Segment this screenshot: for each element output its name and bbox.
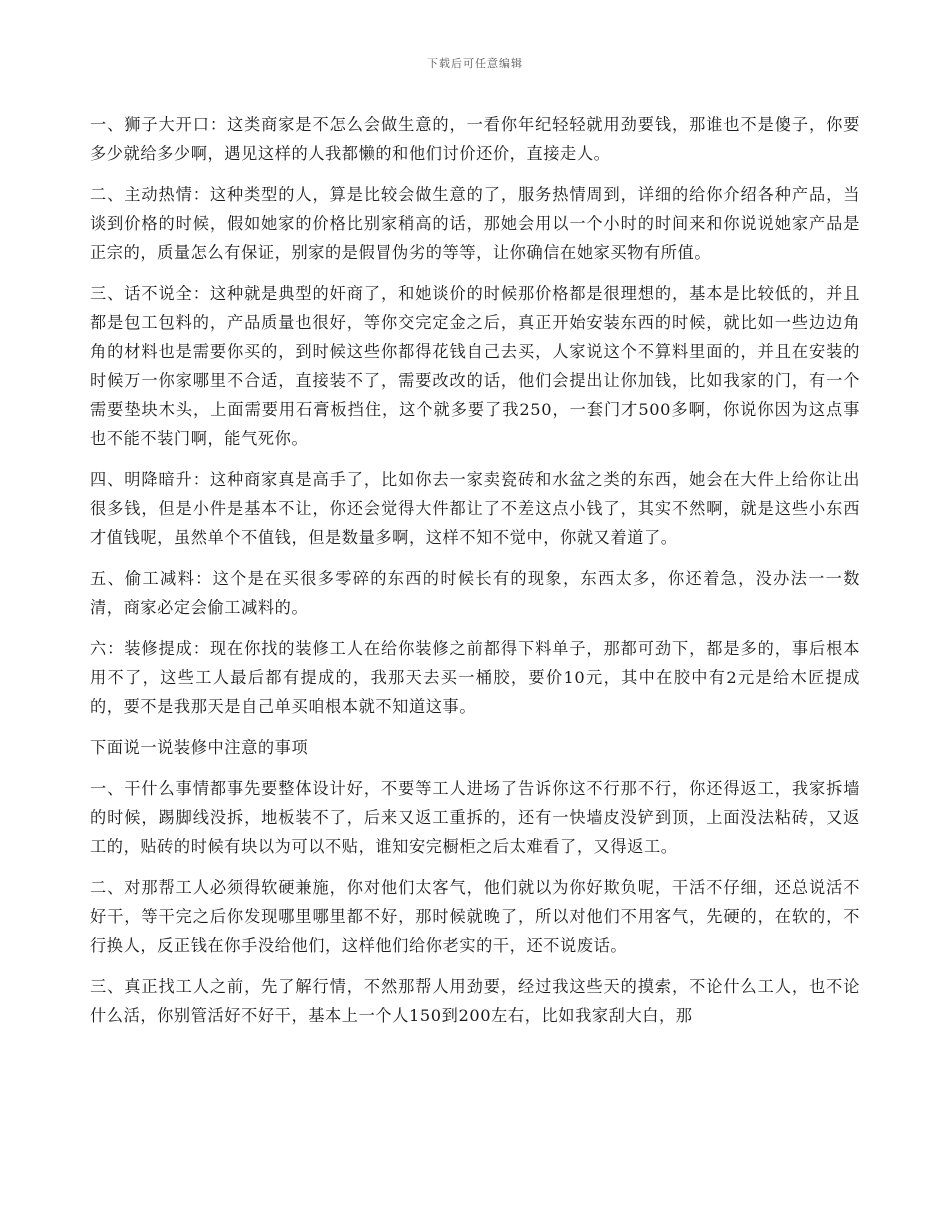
- paragraph: 五、偷工减料：这个是在买很多零碎的东西的时候长有的现象，东西太多，你还着急，没办法一一数清，商家必定会偷工减料的。: [90, 569, 860, 617]
- paragraph: 一、狮子大开口：这类商家是不怎么会做生意的，一看你年纪轻轻就用劲要钱，那谁也不是傻子，你要多少就给多少啊，遇见这样的人我都懒的和他们讨价还价，直接走人。: [90, 115, 860, 163]
- paragraph: 四、明降暗升：这种商家真是高手了，比如你去一家卖瓷砖和水盆之类的东西，她会在大件上给你让出很多钱，但是小件是基本不让，你还会觉得大件都让了不差这点小钱了，其实不然啊，就是这些小东西才值钱呢，虽然单个不值钱，但是数量多啊，这样不知不觉中，你就又着道了。: [90, 470, 860, 547]
- paragraph: 三、话不说全：这种就是典型的奸商了，和她谈价的时候那价格都是很理想的，基本是比较低的，并且都是包工包料的，产品质量也很好，等你交完定金之后，真正开始安装东西的时候，就比如一些边边角角的材料也是需要你买的，到时候这些你都得花钱自己去买，人家说这个不算料里面的，并且在安装的时候万一你家哪里不合适，直接装不了，需要改改的话，他们会提出让你加钱，比如我家的门，有一个需要垫块木头，上面需要用石膏板挡住，这个就多要了我250，一套门才500多啊，你说你因为这点事也不能不装门啊，能气死你。: [90, 284, 860, 448]
- paragraph: 二、对那帮工人必须得软硬兼施，你对他们太客气，他们就以为你好欺负呢，干活不仔细，还总说活不好干，等干完之后你发现哪里哪里都不好，那时候就晚了，所以对他们不用客气，先硬的，在软的，不行换人，反正钱在你手没给他们，这样他们给你老实的干，还不说废话。: [90, 878, 860, 955]
- paragraph: 一、干什么事情都事先要整体设计好，不要等工人进场了告诉你这不行那不行，你还得返工，我家拆墙的时候，踢脚线没拆，地板装不了，后来又返工重拆的，还有一快墙皮没铲到顶，上面没法粘砖，又返工的，贴砖的时候有块以为可以不贴，谁知安完橱柜之后太难看了，又得返工。: [90, 779, 860, 856]
- page-header: 下载后可任意编辑: [427, 57, 523, 70]
- paragraph: 六：装修提成：现在你找的装修工人在给你装修之前都得下料单子，那都可劲下，都是多的，事后根本用不了，这些工人最后都有提成的，我那天去买一桶胶，要价10元，其中在胶中有2元是给木匠提成的，要不是我那天是自己单买咱根本就不知道这事。: [90, 639, 860, 716]
- document-body: [90, 110, 860, 1042]
- paragraph: 三、真正找工人之前，先了解行情，不然那帮人用劲要，经过我这些天的摸索，不论什么工人，也不论什么活，你别管活好不好干，基本上一个人150到200左右，比如我家刮大白，那: [90, 977, 860, 1025]
- section-heading: 下面说一说装修中注意的事项: [90, 738, 309, 757]
- paragraph: 二、主动热情：这种类型的人，算是比较会做生意的了，服务热情周到，详细的给你介绍各种产品，当谈到价格的时候，假如她家的价格比别家稍高的话，那她会用以一个小时的时间来和你说说她家产品是正宗的，质量怎么有保证，别家的是假冒伪劣的等等，让你确信在她家买物有所值。: [90, 185, 860, 262]
